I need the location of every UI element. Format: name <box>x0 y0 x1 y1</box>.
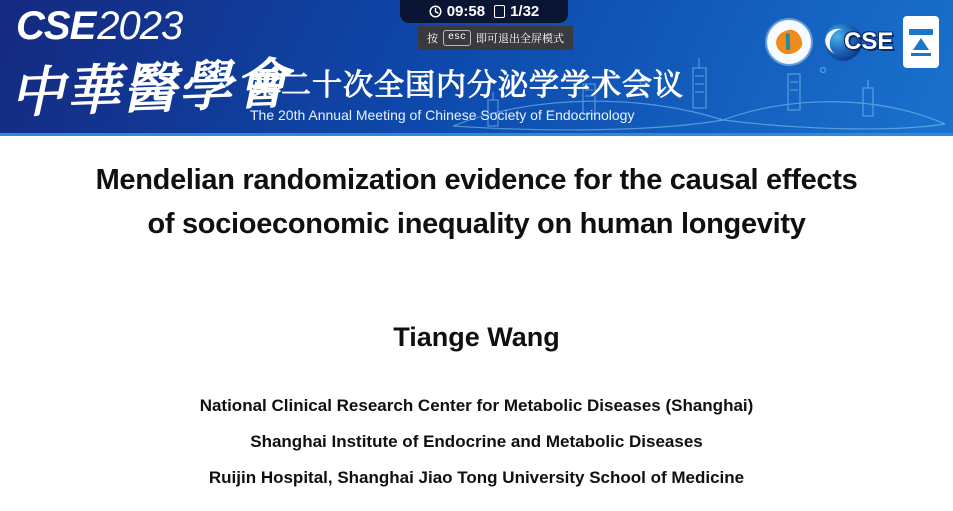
card-logo-header <box>909 29 933 35</box>
esc-hint-prefix: 按 <box>427 33 438 45</box>
slide-title <box>0 158 953 246</box>
esc-key-badge: esc <box>443 30 471 46</box>
meeting-title-en: The 20th Annual Meeting of Chinese Society of Endocrinology <box>250 107 635 123</box>
presentation-hud-bar[interactable] <box>400 0 568 23</box>
meeting-titles <box>250 60 684 123</box>
affiliation-line: Shanghai Institute of Endocrine and Metabolic Diseases <box>250 432 703 451</box>
china-map-icon <box>774 28 803 55</box>
conference-card-logo <box>903 16 939 68</box>
slide-title-line2: of socioeconomic inequality on human longevity <box>147 208 806 240</box>
esc-fullscreen-hint <box>418 26 573 50</box>
author-name: Tiange Wang <box>393 322 560 352</box>
cse2023-logo <box>16 4 182 49</box>
header-logos <box>767 16 939 68</box>
cse-globe-label: CSE <box>844 28 894 55</box>
clock-icon <box>429 5 442 18</box>
banner-bottom-edge <box>0 133 953 136</box>
cma-emblem-icon <box>767 20 811 64</box>
slide-indicator: 1/32 <box>510 3 540 20</box>
esc-hint-suffix: 即可退出全屏模式 <box>476 33 565 45</box>
elapsed-time: 09:58 <box>446 3 486 20</box>
cma-calligraphy-logo: 中華醫學會 <box>9 51 292 125</box>
slide-page-icon <box>494 5 505 18</box>
slide-title-line1: Mendelian randomization evidence for the causal effects <box>95 164 858 196</box>
meeting-title-zh: 第二十次全国内分泌学学术会议 <box>250 69 684 102</box>
card-logo-emblem <box>913 38 929 50</box>
cse2023-logo-text: CSE <box>16 4 96 48</box>
affiliation-line: Ruijin Hospital, Shanghai Jiao Tong University School of Medicine <box>208 468 745 487</box>
cse2023-logo-year: 2023 <box>97 4 183 48</box>
cse-globe-logo <box>824 21 894 63</box>
card-logo-footer <box>911 53 931 56</box>
affiliations <box>0 388 953 496</box>
affiliation-line: National Clinical Research Center for Metabolic Diseases (Shanghai) <box>199 396 754 415</box>
